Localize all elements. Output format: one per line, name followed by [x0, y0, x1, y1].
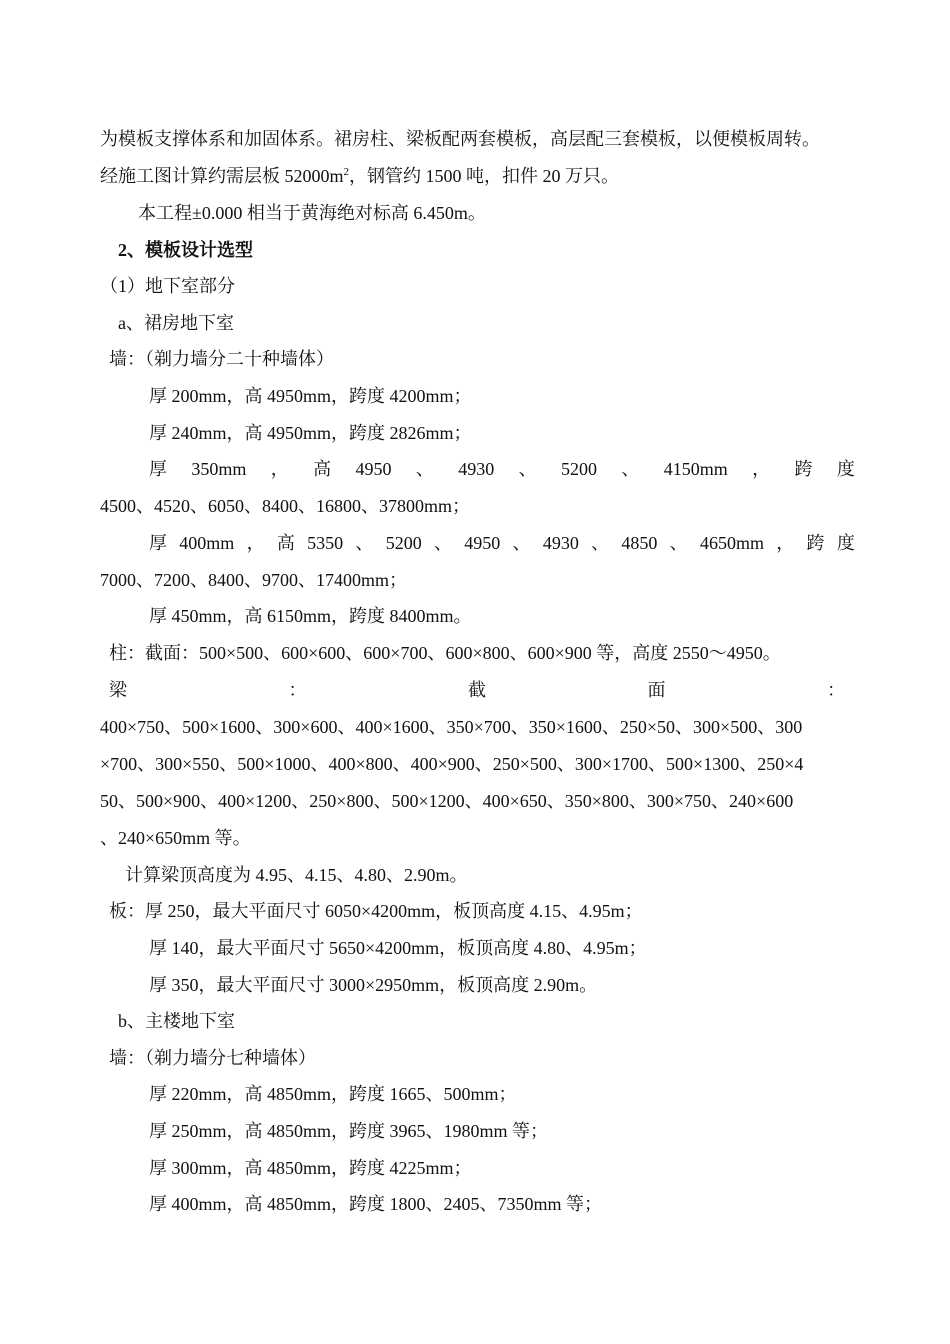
text-token: 截: [468, 680, 486, 700]
text-token: 4650mm: [699, 533, 764, 553]
paragraph-formwork-system: 为模板支撑体系和加固体系。裙房柱、梁板配两套模板，高层配三套模板，以便模板周转。: [100, 129, 820, 149]
quantities-text-a: 经施工图计算约需层板 52000m: [100, 166, 344, 186]
text-token: 、: [518, 459, 537, 479]
text-token: 4930: [458, 459, 495, 479]
wall-spec-400-line1: [149, 531, 855, 555]
text-token: 400mm: [179, 533, 235, 553]
slab-spec-250: 板：厚 250，最大平面尺寸 6050×4200mm，板顶高度 4.15、4.95m；: [109, 901, 643, 921]
text-token: ：: [288, 680, 307, 700]
text-token: 厚: [149, 459, 167, 479]
text-token: ，: [246, 533, 265, 553]
wall-spec-220: 厚 220mm，高 4850mm，跨度 1665、500mm；: [149, 1084, 517, 1104]
wall-spec-400-line2: 7000、7200、8400、9700、17400mm；: [100, 570, 408, 590]
text-token: 跨: [794, 459, 813, 479]
subsection-podium-basement: a、裙房地下室: [118, 313, 234, 333]
slab-spec-140: 厚 140，最大平面尺寸 5650×4200mm，板顶高度 4.80、4.95m；: [149, 938, 647, 958]
text-token: 4950: [464, 533, 501, 553]
text-token: 、: [433, 533, 452, 553]
paragraph-elevation: 本工程±0.000 相当于黄海绝对标高 6.450m。: [138, 203, 486, 223]
wall-heading-podium: 墙：（剃力墙分二十种墙体）: [109, 349, 334, 369]
text-token: 、: [669, 533, 688, 553]
text-token: 厚: [149, 533, 167, 553]
text-token: 高: [313, 459, 332, 479]
text-token: ：: [827, 680, 845, 700]
beam-sizes-line4: 、240×650mm 等。: [100, 828, 251, 848]
text-token: 4930: [542, 533, 579, 553]
wall-spec-250: 厚 250mm，高 4850mm，跨度 3965、1980mm 等；: [149, 1121, 549, 1141]
text-token: 、: [591, 533, 610, 553]
text-token: 、: [621, 459, 640, 479]
beam-sizes-line2: ×700、300×550、500×1000、400×800、400×900、250×500、300×1700、500×1300、250×4: [100, 754, 804, 774]
text-token: ，: [270, 459, 289, 479]
text-token: 4150mm: [663, 459, 728, 479]
subsection-main-building-basement: b、主楼地下室: [118, 1011, 235, 1031]
paragraph-material-quantities: [100, 164, 860, 188]
text-token: 、: [355, 533, 374, 553]
text-token: ，: [776, 533, 795, 553]
text-token: 跨: [806, 533, 825, 553]
text-token: 5350: [307, 533, 344, 553]
wall-spec-350-line1: [149, 457, 855, 481]
beam-top-height: 计算梁顶高度为 4.95、4.15、4.80、2.90m。: [125, 865, 468, 885]
quantities-text-b: ，钢管约 1500 吨，扣件 20 万只。: [349, 166, 619, 186]
text-token: 、: [415, 459, 434, 479]
wall-spec-300: 厚 300mm，高 4850mm，跨度 4225mm；: [149, 1158, 472, 1178]
text-token: 面: [647, 680, 666, 700]
column-spec: 柱：截面：500×500、600×600、600×700、600×800、600×900 等，高度 2550～4950。: [109, 643, 781, 663]
wall-spec-350-line2: 4500、4520、6050、8400、16800、37800mm；: [100, 496, 471, 516]
section-heading-formwork-design: 2、模板设计选型: [118, 240, 253, 260]
text-token: 4950: [355, 459, 392, 479]
text-token: 梁: [109, 680, 127, 700]
text-token: ，: [752, 459, 771, 479]
text-token: 高: [276, 533, 295, 553]
wall-spec-400-main: 厚 400mm，高 4850mm，跨度 1800、2405、7350mm 等；: [149, 1194, 603, 1214]
beam-sizes-line1: 400×750、500×1600、300×600、400×1600、350×700、350×1600、250×50、300×500、300: [100, 717, 803, 737]
text-token: 4850: [621, 533, 658, 553]
beam-heading: [109, 678, 845, 702]
slab-spec-350: 厚 350，最大平面尺寸 3000×2950mm，板顶高度 2.90m。: [149, 975, 598, 995]
beam-sizes-line3: 50、500×900、400×1200、250×800、500×1200、400×650、350×800、300×750、240×600: [100, 791, 794, 811]
text-token: 5200: [561, 459, 598, 479]
text-token: 度: [836, 533, 855, 553]
text-token: 5200: [385, 533, 422, 553]
wall-spec-200: 厚 200mm，高 4950mm，跨度 4200mm；: [149, 386, 472, 406]
wall-heading-main-building: 墙：（剃力墙分七种墙体）: [109, 1048, 316, 1068]
text-token: 350mm: [191, 459, 247, 479]
wall-spec-450: 厚 450mm，高 6150mm，跨度 8400mm。: [149, 606, 472, 626]
subsection-basement: （1）地下室部分: [100, 276, 235, 296]
text-token: 度: [836, 459, 855, 479]
superscript: 2: [343, 166, 349, 178]
wall-spec-240: 厚 240mm，高 4950mm，跨度 2826mm；: [149, 423, 472, 443]
text-token: 、: [512, 533, 531, 553]
